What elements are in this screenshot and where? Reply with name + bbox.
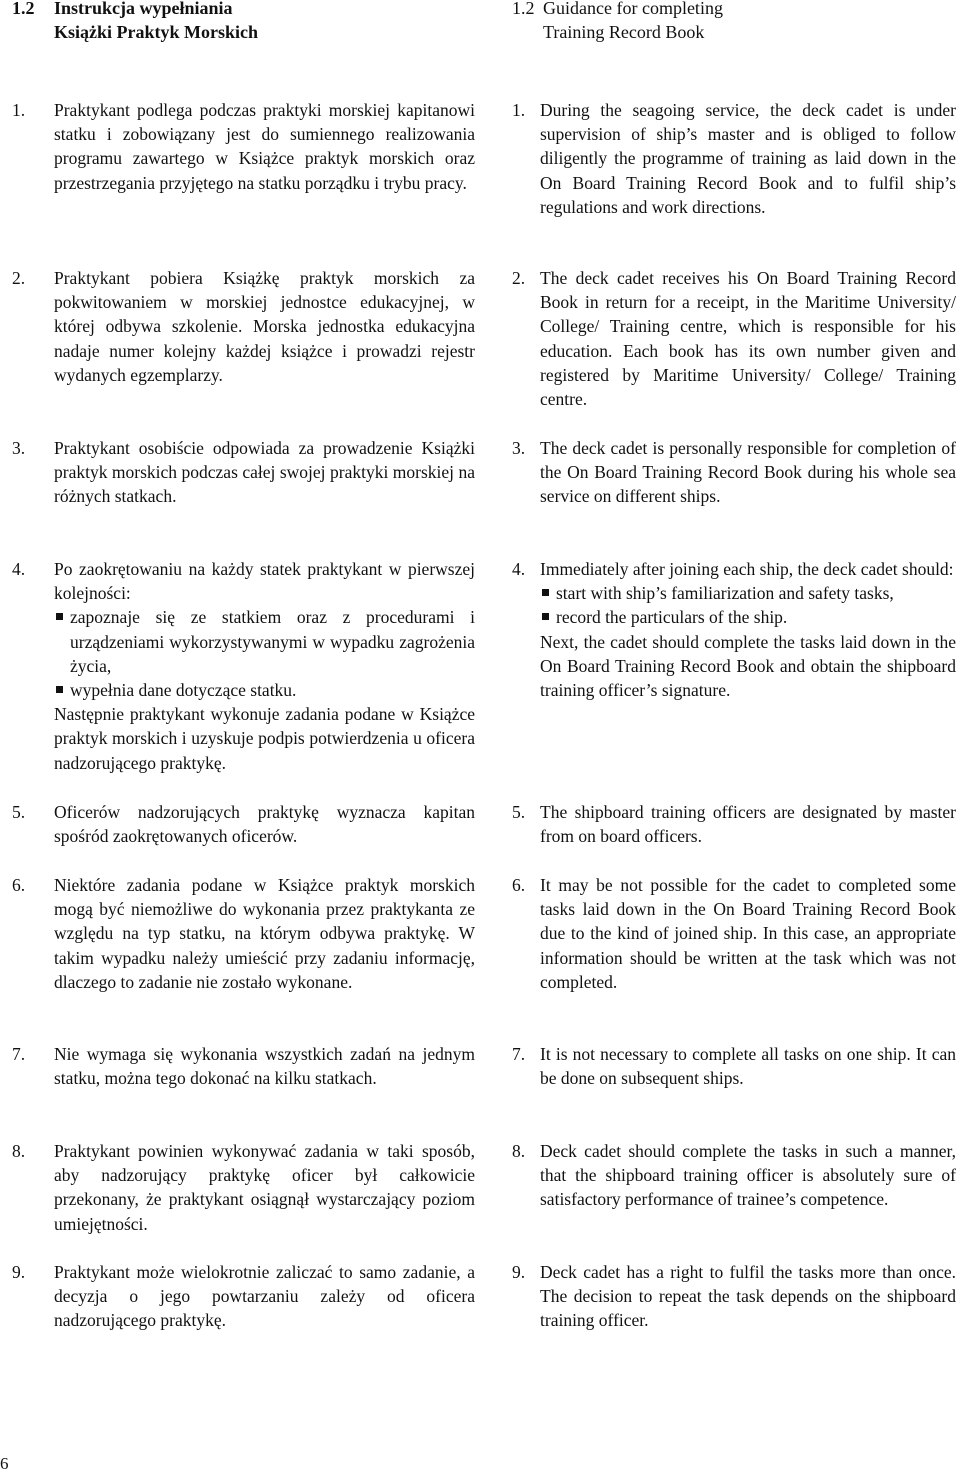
bullet-item: start with ship’s familiarization and safety tasks, <box>540 581 956 605</box>
item-number: 1. <box>12 100 26 120</box>
item-number: 2. <box>12 268 26 288</box>
polish-item-3 <box>12 436 475 509</box>
item-text: Praktykant pobiera Książkę praktyk morskich za pokwitowaniem w morskiej jednostce edukacyjnej, w której odbywa szkolenie. Morska jednostka edukacyjna nadaje numer kolejny każdej książce i prowadzi rejestr wydanych egzemplarzy. <box>54 268 475 385</box>
item-text: The shipboard training officers are designated by master from on board officers. <box>540 802 956 847</box>
item-outro: Next, the cadet should complete the tasks laid down in the On Board Training Record Book and obtain the shipboard training officer’s signature. <box>540 631 956 701</box>
item-intro: Immediately after joining each ship, the deck cadet should: <box>540 559 954 579</box>
polish-item-5 <box>12 800 475 848</box>
item-number: 4. <box>512 559 526 579</box>
bullet-item: wypełnia dane dotyczące statku. <box>54 678 475 702</box>
polish-item-6 <box>12 873 475 994</box>
english-item-3 <box>512 436 956 509</box>
item-number: 5. <box>512 802 526 822</box>
english-item-8 <box>512 1139 956 1212</box>
item-number: 4. <box>12 559 26 579</box>
polish-column <box>12 0 475 1331</box>
polish-item-9 <box>12 1260 475 1333</box>
item-outro: Następnie praktykant wykonuje zadania podane w Książce praktyk morskich i uzyskuje podpis potwierdzenia u oficera nadzorującego praktykę. <box>54 704 475 773</box>
bullet-item: zapoznaje się ze statkiem oraz z procedurami i urządzeniami wykorzystywanymi w wypadku zagrożenia życia, <box>54 605 475 678</box>
item-number: 7. <box>512 1044 526 1064</box>
english-item-1 <box>512 98 956 219</box>
polish-item-4 <box>12 557 475 775</box>
english-item-6 <box>512 873 956 994</box>
item-number: 8. <box>12 1141 26 1161</box>
item-intro: Po zaokrętowaniu na każdy statek praktykant w pierwszej kolejności: <box>54 559 475 604</box>
english-section-number: 1.2 <box>512 0 535 18</box>
item-text: The deck cadet receives his On Board Training Record Book in return for a receipt, in the Maritime University/ College/ Training centre, which is responsible for his education. Each book has its own number given and registered by Maritime University/ College/ Training centre. <box>540 268 956 410</box>
item-text: Deck cadet has a right to fulfil the tasks more than once. The decision to repeat the task depends on the shipboard training officer. <box>540 1262 956 1331</box>
item-number: 6. <box>12 875 26 895</box>
item-text: During the seagoing service, the deck cadet is under supervision of ship’s master and is obliged to follow diligently the programme of training as laid down in the On Board Training Record Book and to fulfil ship’s regulations and work directions. <box>540 100 956 217</box>
english-item-5 <box>512 800 956 848</box>
english-item-9 <box>512 1260 956 1333</box>
polish-section-heading <box>12 0 475 44</box>
bullet-list <box>540 581 956 629</box>
item-number: 3. <box>512 438 526 458</box>
english-section-heading <box>512 0 956 44</box>
item-text: It is not necessary to complete all tasks on one ship. It can be done on subsequent ships. <box>540 1044 956 1089</box>
item-number: 6. <box>512 875 526 895</box>
item-text: It may be not possible for the cadet to completed some tasks laid down in the On Board Training Record Book due to the kind of joined ship. In this case, an appropriate information should be written at the task which was not completed. <box>540 875 956 992</box>
item-text: Praktykant może wielokrotnie zaliczać to samo zadanie, a decyzja o jego powtarzaniu zależy od oficera nadzorującego praktykę. <box>54 1262 475 1331</box>
item-number: 5. <box>12 802 26 822</box>
bullet-list <box>54 605 475 702</box>
item-text: Praktykant osobiście odpowiada za prowadzenie Książki praktyk morskich podczas całej swojej praktyki morskiej na różnych statkach. <box>54 438 475 507</box>
page-number: 6 <box>0 1454 9 1473</box>
polish-item-2 <box>12 266 475 387</box>
item-text: Praktykant podlega podczas praktyki morskiej kapitanowi statku i zobowiązany jest do sumiennego realizowania programu zawartego w Książce praktyk morskich oraz przestrzegania przyjętego na statku porządku i trybu pracy. <box>54 100 475 193</box>
item-text: Praktykant powinien wykonywać zadania w taki sposób, aby nadzorujący praktykę oficer był całkowicie przekonany, że praktykant osiągnął wystarczający poziom umiejętności. <box>54 1141 475 1234</box>
item-text: Niektóre zadania podane w Książce praktyk morskich mogą być niemożliwe do wykonania przez praktykanta ze względu na typ statku, na którym odbywa praktykę. W takim wypadku należy umieścić przy zadaniu informację, dlaczego to zadanie nie zostało wykonane. <box>54 875 475 992</box>
item-number: 9. <box>512 1262 526 1282</box>
item-text: Nie wymaga się wykonania wszystkich zadań na jednym statku, można tego dokonać na kilku statkach. <box>54 1044 475 1089</box>
item-text: Oficerów nadzorujących praktykę wyznacza kapitan spośród zaokrętowanych oficerów. <box>54 802 475 847</box>
polish-item-1 <box>12 98 475 195</box>
item-number: 1. <box>512 100 526 120</box>
item-number: 2. <box>512 268 526 288</box>
item-number: 8. <box>512 1141 526 1161</box>
polish-item-7 <box>12 1042 475 1090</box>
item-number: 3. <box>12 438 26 458</box>
item-number: 7. <box>12 1044 26 1064</box>
english-item-4 <box>512 557 956 702</box>
english-section-title: Guidance for completing Training Record Book <box>543 0 723 42</box>
bullet-item: record the particulars of the ship. <box>540 605 956 629</box>
english-column <box>512 0 956 1331</box>
polish-section-title: Instrukcja wypełniania Książki Praktyk Morskich <box>54 0 259 42</box>
english-item-7 <box>512 1042 956 1090</box>
item-number: 9. <box>12 1262 26 1282</box>
item-text: Deck cadet should complete the tasks in such a manner, that the shipboard training officer is absolutely sure of satisfactory performance of trainee’s competence. <box>540 1141 956 1210</box>
item-text: The deck cadet is personally responsible for completion of the On Board Training Record Book during his whole sea service on different ships. <box>540 438 956 507</box>
polish-section-number: 1.2 <box>12 0 35 18</box>
polish-item-8 <box>12 1139 475 1236</box>
english-item-2 <box>512 266 956 411</box>
